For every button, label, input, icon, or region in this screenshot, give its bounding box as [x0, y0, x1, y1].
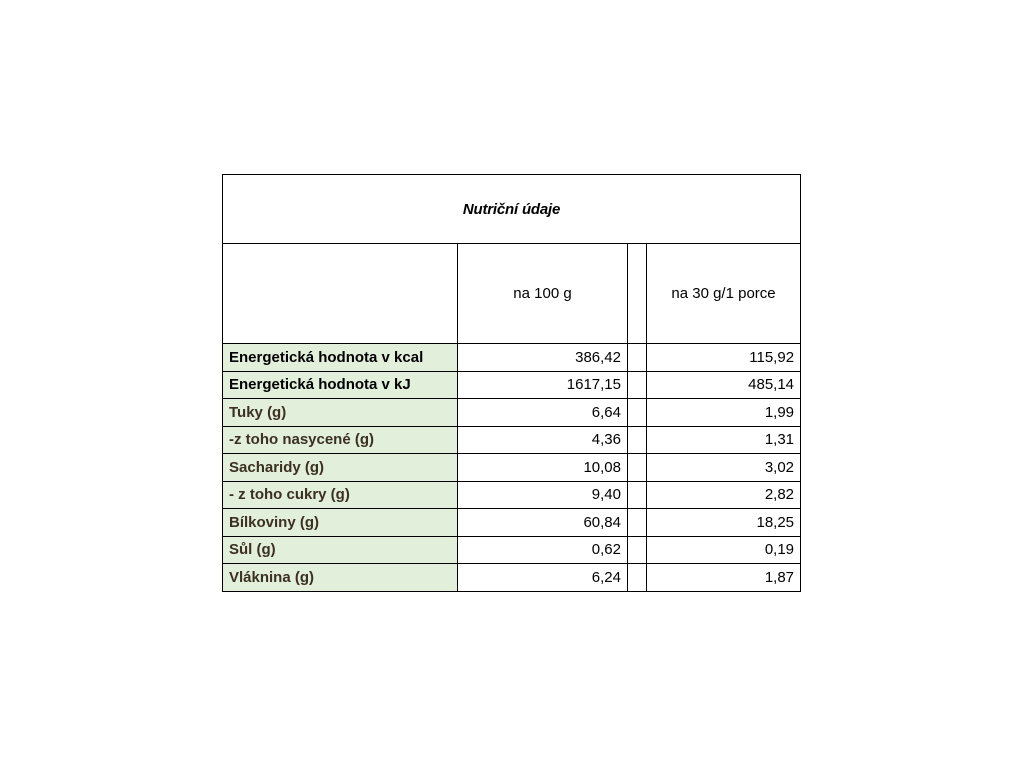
title-row: [223, 175, 801, 244]
spacer-cell: [628, 426, 647, 454]
row-label: Tuky (g): [223, 399, 458, 427]
row-label: Vláknina (g): [223, 564, 458, 592]
spacer-cell: [628, 454, 647, 482]
table-row: [223, 426, 801, 454]
header-row: [223, 244, 801, 344]
spacer-cell: [628, 344, 647, 372]
spacer-cell: [628, 371, 647, 399]
spacer-cell: [628, 481, 647, 509]
value-per-100g: 9,40: [458, 481, 628, 509]
table-row: [223, 344, 801, 372]
table-title: Nutriční údaje: [223, 175, 801, 244]
value-per-serving: 115,92: [647, 344, 801, 372]
value-per-100g: 6,64: [458, 399, 628, 427]
row-label: Energetická hodnota v kJ: [223, 371, 458, 399]
row-label: Sůl (g): [223, 536, 458, 564]
value-per-100g: 386,42: [458, 344, 628, 372]
value-per-serving: 3,02: [647, 454, 801, 482]
value-per-serving: 1,31: [647, 426, 801, 454]
spacer-cell: [628, 536, 647, 564]
spacer-cell: [628, 564, 647, 592]
value-per-serving: 1,87: [647, 564, 801, 592]
table-row: [223, 399, 801, 427]
table-row: [223, 509, 801, 537]
spacer-cell: [628, 244, 647, 344]
row-label: Bílkoviny (g): [223, 509, 458, 537]
value-per-serving: 2,82: [647, 481, 801, 509]
value-per-100g: 10,08: [458, 454, 628, 482]
table-row: [223, 564, 801, 592]
value-per-serving: 485,14: [647, 371, 801, 399]
row-label: - z toho cukry (g): [223, 481, 458, 509]
row-label: Energetická hodnota v kcal: [223, 344, 458, 372]
table-row: [223, 454, 801, 482]
value-per-100g: 1617,15: [458, 371, 628, 399]
spacer-cell: [628, 509, 647, 537]
table-row: [223, 536, 801, 564]
column-header-per-100g: na 100 g: [458, 244, 628, 344]
value-per-serving: 0,19: [647, 536, 801, 564]
value-per-serving: 1,99: [647, 399, 801, 427]
cropped-text-fragment: [222, 150, 800, 172]
spacer-cell: [628, 399, 647, 427]
column-header-per-serving: na 30 g/1 porce: [647, 244, 801, 344]
nutrition-table: [222, 174, 801, 592]
value-per-100g: 60,84: [458, 509, 628, 537]
value-per-serving: 18,25: [647, 509, 801, 537]
row-label: Sacharidy (g): [223, 454, 458, 482]
row-label: -z toho nasycené (g): [223, 426, 458, 454]
value-per-100g: 6,24: [458, 564, 628, 592]
table-row: [223, 371, 801, 399]
value-per-100g: 4,36: [458, 426, 628, 454]
value-per-100g: 0,62: [458, 536, 628, 564]
table-row: [223, 481, 801, 509]
header-empty-cell: [223, 244, 458, 344]
